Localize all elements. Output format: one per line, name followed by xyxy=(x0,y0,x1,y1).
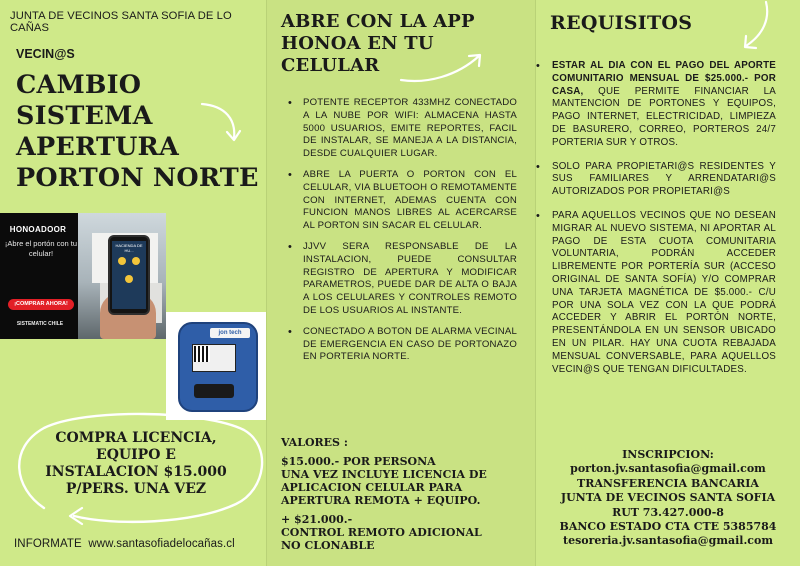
panel-left xyxy=(0,0,266,566)
extra-line: CONTROL REMOTO ADICIONAL xyxy=(281,526,482,539)
requirements-list xyxy=(542,60,776,387)
treasury-email[interactable]: tesoreria.jv.santasofia@gmail.com xyxy=(563,534,773,548)
pricing-line: $15.000.- POR PERSONA xyxy=(281,455,436,468)
ad-tagline: ¡Abre el portón con tu celular! xyxy=(4,239,78,258)
registration-line: INSCRIPCION: xyxy=(622,448,714,461)
requirement-item: • PARA AQUELLOS VECINOS QUE NO DESEAN MIGRAR AL NUEVO SISTEMA, NI APORTAR AL PAGO DE ESTA CUOTA COMUNITARIA VOLUNTARIA, PODRÁN ACCEDER LIBREMENTE POR PORTERÍA SUR (ACCESO ORIGINAL DE SANTA SOFÍA) Y/O COMPRAR UNA TARJETA MAGNÉTICA DE $5.000.- C/U POR UNA SOLA VEZ CON LA QUE PODRÁ ACCEDER Y ABRIR EL PORTÓN NORTE, PRESENTÁNDOLA EN UN SENSOR UBICADO EN UN PILAR. HAY UNA CUOTA REBAJADA MENSUAL CONVERSABLE, PARA AQUELLOS VECIN@S QUE TENGAN DIFICULTADES. xyxy=(542,210,776,376)
phone-screen-title: HACIENDA DE HU... xyxy=(115,243,143,253)
main-title-line: CAMBIO xyxy=(16,70,142,100)
registration-email[interactable]: porton.jv.santasofia@gmail.com xyxy=(570,462,766,476)
qr-code-icon xyxy=(194,346,210,362)
pricing-label: VALORES : xyxy=(281,436,348,449)
requirement-text: QUE PERMITE FINANCIAR LA MANTENCION DE PORTONES Y EQUIPOS, PAGO INTERNET, ELECTRICIDAD, LIMPIEZA DE BASURERO, CORREO, PORTEROS 24/7 PORTERIA SUR Y OTROS. xyxy=(552,85,776,148)
pricing-line: UNA VEZ INCLUYE LICENCIA DE xyxy=(281,468,487,481)
org-name: JUNTA DE VECINOS SANTA SOFIA DE LO CAÑAS xyxy=(10,10,232,34)
phone-button-icon xyxy=(132,257,140,265)
registration-line: RUT 73.427.000-8 xyxy=(612,505,724,519)
feature-item: • JJVV SERA RESPONSABLE DE LA INSTALACION, PUEDE CONSULTAR REGISTRO DE APERTURA Y MODIFICAR PARAMETROS, PUEDE DAR DE ALTA O BAJA A LOS CELULARES Y CONTROLES REMOTO DE LOS USUARIOS AL INSTANTE. xyxy=(287,241,517,318)
pricing-block xyxy=(281,436,531,552)
requirement-bold: ESTAR AL DIA CON EL PAGO DEL APORTE COMUNITARIO MENSUAL DE $25.000.- POR CASA, xyxy=(552,60,776,97)
offer-line: P/PERS. UNA VEZ xyxy=(65,481,207,497)
offer-line: INSTALACION $15.000 xyxy=(45,464,227,480)
main-title-line: APERTURA xyxy=(16,132,179,162)
extra-line: NO CLONABLE xyxy=(281,539,375,552)
curved-arrow-icon xyxy=(196,100,244,146)
registration-line: JUNTA DE VECINOS SANTA SOFIA xyxy=(560,491,776,505)
device-brand: jon tech xyxy=(210,328,250,338)
registration-line: TRANSFERENCIA BANCARIA xyxy=(577,476,759,490)
panel-right xyxy=(536,0,800,566)
registration-block xyxy=(536,448,800,549)
curved-arrow-icon xyxy=(736,0,786,54)
pricing-line: APERTURA REMOTA + EQUIPO. xyxy=(281,494,481,507)
feature-list xyxy=(287,97,517,372)
info-footer xyxy=(14,538,264,550)
main-title-line: PORTON NORTE xyxy=(16,163,259,193)
feature-item: • POTENTE RECEPTOR 433MHZ CONECTADO A LA NUBE POR WIFI: ALMACENA HASTA 5000 USUARIOS, EMITE REPORTES, FACIL DE INSTALAR, SE MANEJA A LA DISTANCIA, DESDE CUALQUIER LUGAR. xyxy=(287,97,517,161)
info-label: INFORMATE xyxy=(14,538,82,550)
app-title-line: HONOA EN TU xyxy=(281,33,434,54)
product-ad-image xyxy=(0,213,166,339)
app-title-line: CELULAR xyxy=(281,55,380,76)
feature-item: • CONECTADO A BOTON DE ALARMA VECINAL DE EMERGENCIA EN CASO DE PORTONAZO EN PORTERIA NORTE. xyxy=(287,326,517,364)
offer-line: EQUIPO E xyxy=(96,447,176,463)
extra-line: + $21.000.- xyxy=(281,513,353,526)
offer-line: COMPRA LICENCIA, xyxy=(55,430,217,446)
curved-arrow-icon xyxy=(397,50,487,86)
requirement-item xyxy=(542,60,776,150)
phone-button-icon xyxy=(125,275,133,283)
requirements-title: REQUISITOS xyxy=(550,12,693,34)
requirement-item: • SOLO PARA PROPIETARI@S RESIDENTES Y SUS FAMILIARES Y ARRENDATARI@S AUTORIZADOS POR PROPIETARI@S xyxy=(542,161,776,199)
feature-item: • ABRE LA PUERTA O PORTON CON EL CELULAR, VIA BLUETOOH O REMOTAMENTE CON INTERNET, ADEMAS CUENTA CON FUNCION MANOS LIBRES AL ACERCARSE AL PORTON SIN SACAR EL CELULAR. xyxy=(287,169,517,233)
registration-line: BANCO ESTADO CTA CTE 5385784 xyxy=(559,520,777,534)
device-led xyxy=(194,384,234,398)
website-link[interactable]: www.santasofiadelocañas.cl xyxy=(88,538,235,550)
ad-brand: HONOADOOR xyxy=(9,225,67,234)
phone-button-icon xyxy=(118,257,126,265)
offer-callout xyxy=(14,430,258,498)
pricing-line: APLICACION CELULAR PARA xyxy=(281,481,463,494)
main-title-line: SISTEMA xyxy=(16,101,153,131)
app-title-line: ABRE CON LA APP xyxy=(281,11,475,32)
panel-middle xyxy=(266,0,536,566)
ad-buy-button: ¡COMPRAR AHORA! xyxy=(8,299,74,310)
ad-company: SISTEMATIC CHILE xyxy=(16,321,64,327)
audience-label: VECIN@S xyxy=(16,47,75,61)
receiver-device-image xyxy=(166,312,266,420)
